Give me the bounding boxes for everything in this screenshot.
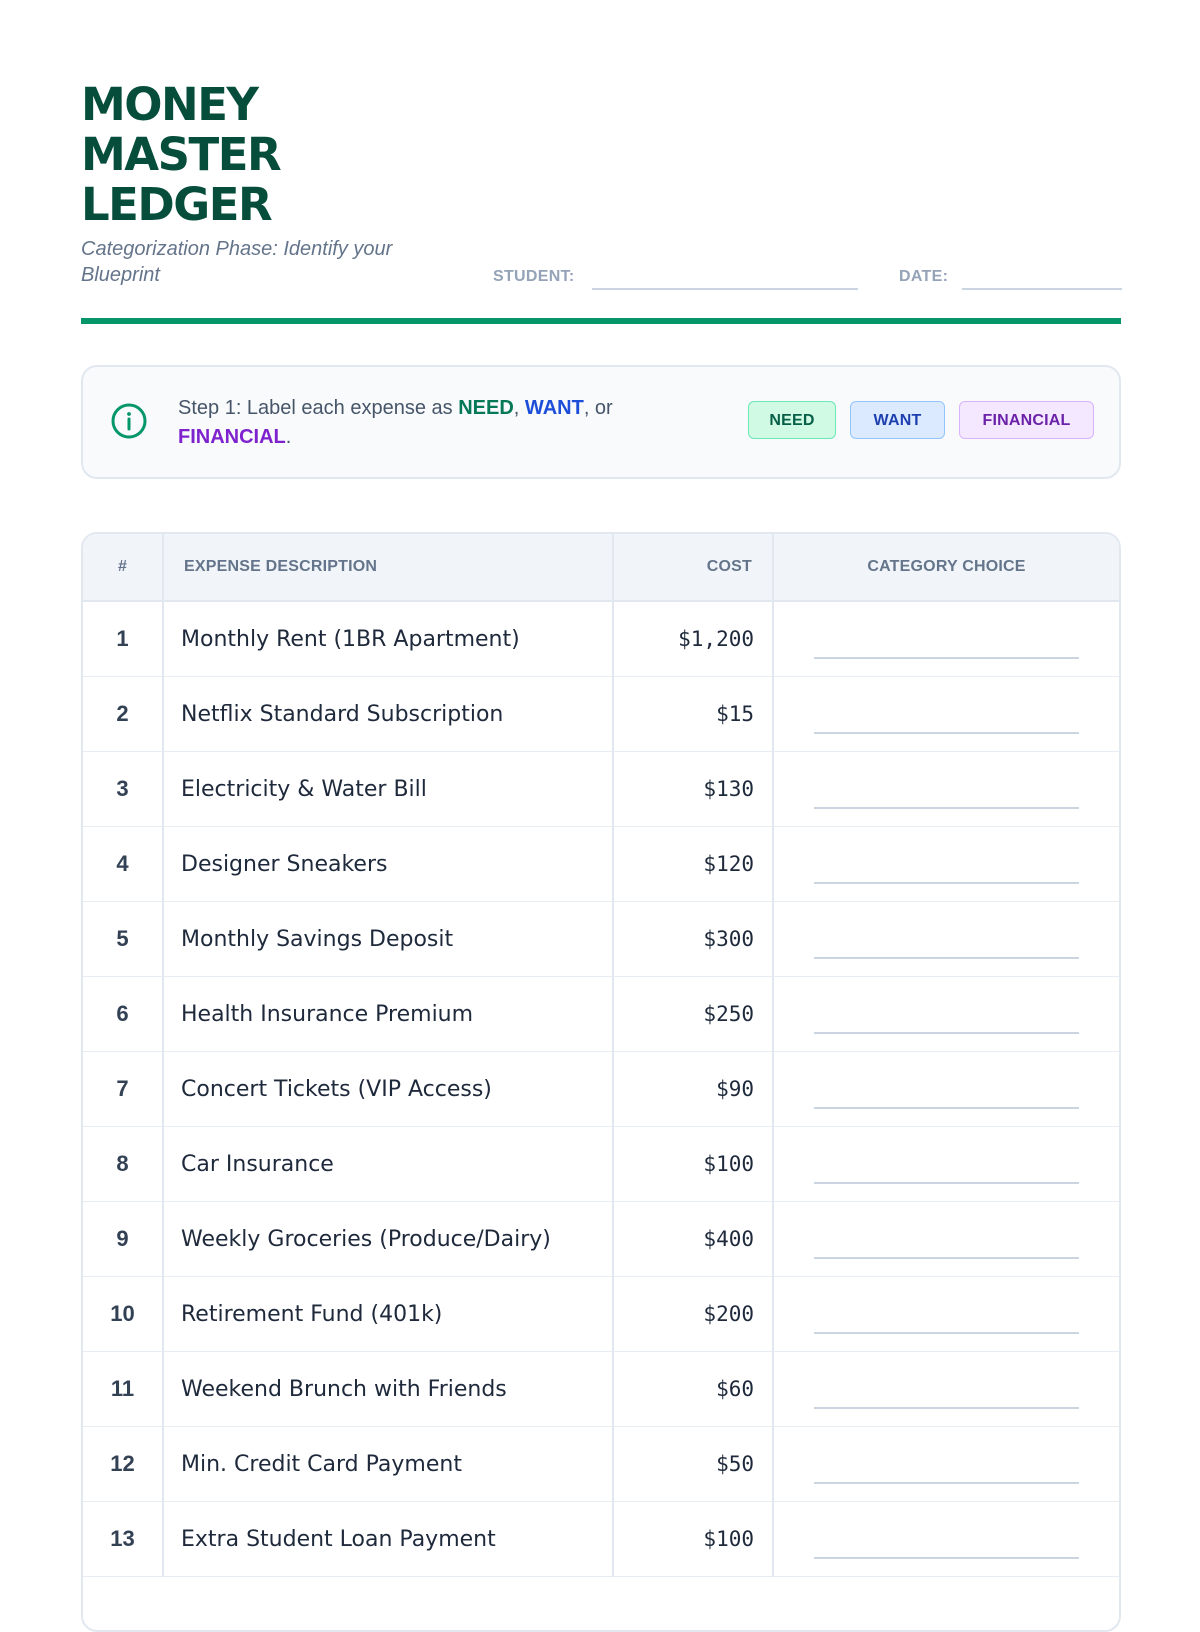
row-number: 11 [83, 1352, 163, 1427]
row-number: 6 [83, 977, 163, 1052]
expense-cost: $1,200 [613, 601, 773, 677]
table-row [83, 1202, 1119, 1277]
expense-cost: $50 [613, 1427, 773, 1502]
expense-description: Weekly Groceries (Produce/Dairy) [163, 1202, 613, 1277]
expense-cost: $400 [613, 1202, 773, 1277]
expense-cost: $200 [613, 1277, 773, 1352]
expense-description: Car Insurance [163, 1127, 613, 1202]
category-choice-cell [773, 1502, 1119, 1577]
expense-description: Min. Credit Card Payment [163, 1427, 613, 1502]
category-answer-field[interactable] [814, 1332, 1079, 1334]
title-line: MONEY [81, 78, 258, 131]
category-answer-field[interactable] [814, 1407, 1079, 1409]
category-choice-cell [773, 601, 1119, 677]
table-row [83, 977, 1119, 1052]
table-row [83, 601, 1119, 677]
table-row [83, 677, 1119, 752]
header-divider [81, 318, 1121, 324]
expense-description: Monthly Savings Deposit [163, 902, 613, 977]
table-row [83, 1502, 1119, 1577]
expense-cost: $300 [613, 902, 773, 977]
table-row [83, 1277, 1119, 1352]
instruction-text [178, 394, 648, 452]
financial-chip: FINANCIAL [959, 401, 1094, 439]
title-line: LEDGER [81, 178, 272, 231]
category-answer-field[interactable] [814, 1257, 1079, 1259]
column-header-number: # [83, 534, 163, 601]
category-answer-field[interactable] [814, 732, 1079, 734]
row-number: 3 [83, 752, 163, 827]
column-header-description: EXPENSE DESCRIPTION [163, 534, 613, 601]
category-answer-field[interactable] [814, 1182, 1079, 1184]
expense-cost: $120 [613, 827, 773, 902]
expense-table-container [81, 532, 1121, 1632]
instruction-suffix: . [285, 426, 292, 448]
expense-cost: $100 [613, 1502, 773, 1577]
expense-description: Concert Tickets (VIP Access) [163, 1052, 613, 1127]
row-number: 8 [83, 1127, 163, 1202]
row-number: 12 [83, 1427, 163, 1502]
keyword-need: NEED [458, 397, 514, 419]
table-row [83, 1427, 1119, 1502]
table-row [83, 1127, 1119, 1202]
row-number: 7 [83, 1052, 163, 1127]
table-row [83, 827, 1119, 902]
expense-description: Retirement Fund (401k) [163, 1277, 613, 1352]
category-choice-cell [773, 827, 1119, 902]
row-number: 4 [83, 827, 163, 902]
category-choice-cell [773, 1427, 1119, 1502]
row-number: 10 [83, 1277, 163, 1352]
expense-description: Designer Sneakers [163, 827, 613, 902]
expense-description: Netflix Standard Subscription [163, 677, 613, 752]
category-choice-cell [773, 1352, 1119, 1427]
expense-rows [83, 601, 1119, 1577]
column-header-category: CATEGORY CHOICE [773, 534, 1119, 601]
need-chip: NEED [748, 401, 836, 439]
date-label: DATE: [899, 268, 949, 285]
row-number: 13 [83, 1502, 163, 1577]
worksheet-title [81, 80, 280, 230]
expense-description: Electricity & Water Bill [163, 752, 613, 827]
category-answer-field[interactable] [814, 1557, 1079, 1559]
want-chip: WANT [850, 401, 945, 439]
category-choice-cell [773, 1052, 1119, 1127]
worksheet-subtitle: Categorization Phase: Identify your Blueprint [81, 238, 393, 286]
category-answer-field[interactable] [814, 1032, 1079, 1034]
category-answer-field[interactable] [814, 1107, 1079, 1109]
instruction-prefix: Step 1: Label each expense as [178, 397, 459, 419]
expense-description: Monthly Rent (1BR Apartment) [163, 601, 613, 677]
category-choice-cell [773, 1277, 1119, 1352]
expense-table [83, 534, 1119, 1577]
category-choice-cell [773, 977, 1119, 1052]
expense-cost: $15 [613, 677, 773, 752]
table-row [83, 1352, 1119, 1427]
expense-cost: $250 [613, 977, 773, 1052]
row-number: 2 [83, 677, 163, 752]
category-answer-field[interactable] [814, 657, 1079, 659]
category-answer-field[interactable] [814, 957, 1079, 959]
table-row [83, 752, 1119, 827]
instruction-separator: , or [583, 397, 613, 419]
expense-cost: $60 [613, 1352, 773, 1427]
date-field[interactable] [962, 288, 1122, 290]
category-answer-field[interactable] [814, 807, 1079, 809]
column-header-cost: COST [613, 534, 773, 601]
expense-description: Extra Student Loan Payment [163, 1502, 613, 1577]
category-choice-cell [773, 752, 1119, 827]
row-number: 1 [83, 601, 163, 677]
expense-cost: $130 [613, 752, 773, 827]
table-header-row [83, 534, 1119, 601]
category-choice-cell [773, 1202, 1119, 1277]
table-row [83, 1052, 1119, 1127]
instruction-box [81, 365, 1121, 479]
keyword-financial: FINANCIAL [178, 426, 286, 448]
category-choice-cell [773, 902, 1119, 977]
row-number: 9 [83, 1202, 163, 1277]
row-number: 5 [83, 902, 163, 977]
title-line: MASTER [81, 128, 281, 181]
category-answer-field[interactable] [814, 1482, 1079, 1484]
expense-description: Health Insurance Premium [163, 977, 613, 1052]
expense-cost: $100 [613, 1127, 773, 1202]
table-row [83, 902, 1119, 977]
student-name-field[interactable] [592, 288, 858, 290]
category-choice-cell [773, 1127, 1119, 1202]
expense-description: Weekend Brunch with Friends [163, 1352, 613, 1427]
category-answer-field[interactable] [814, 882, 1079, 884]
expense-cost: $90 [613, 1052, 773, 1127]
instruction-separator: , [513, 397, 525, 419]
category-choice-cell [773, 677, 1119, 752]
student-label: STUDENT: [493, 268, 575, 285]
info-icon [111, 403, 147, 439]
keyword-want: WANT [524, 397, 584, 419]
